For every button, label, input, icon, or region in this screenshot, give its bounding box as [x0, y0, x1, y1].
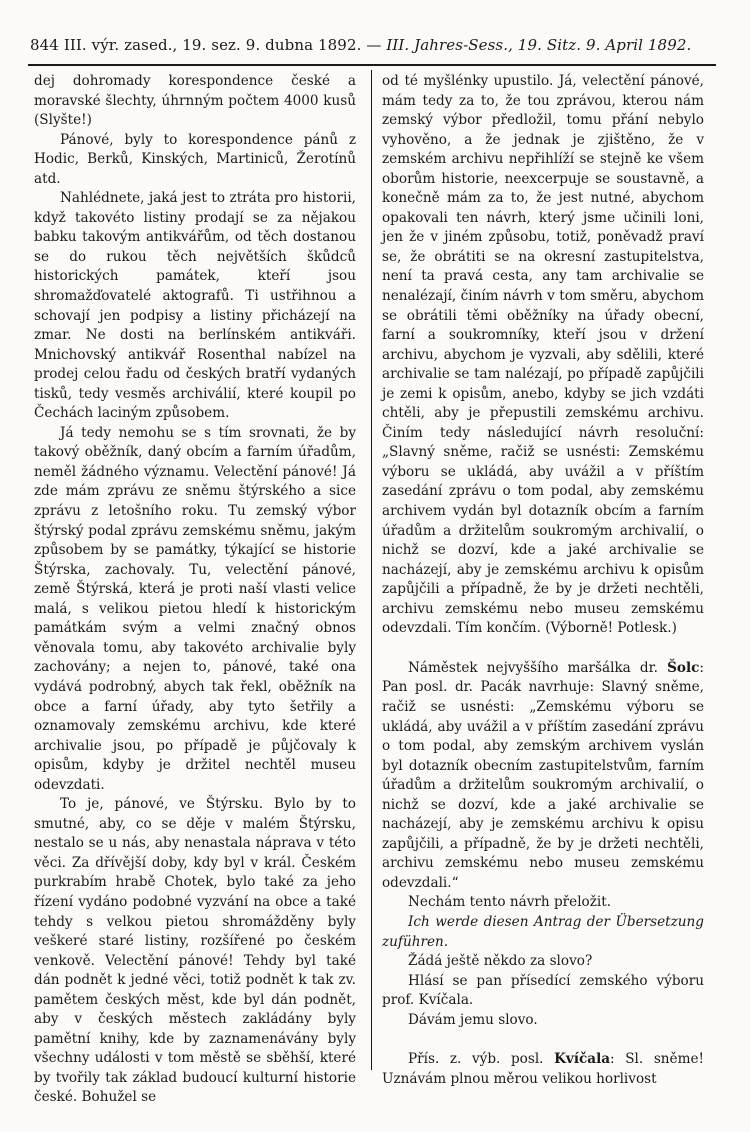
- page-header: [30, 36, 710, 54]
- paragraph-german: Ich werde diesen Antrag der Übersetzung zuführen.: [382, 913, 704, 950]
- left-column: [34, 72, 356, 1108]
- right-column: [382, 72, 704, 1089]
- spacer: [382, 639, 704, 659]
- paragraph: Dávám jemu slovo.: [408, 1011, 538, 1028]
- header-rule: [28, 64, 716, 66]
- paragraph: Já tedy nemohu se s tím srovnati, že by takový oběžník, daný obcím a farním úřadům, neměl žádného významu. Velectění pánové! Já zde mám zprávu ze sněmu štýrského a sice zprávu z letošního roku. Tu zemský výbor štýrský podal zprávu zemskému sněmu, jakým způsobem by se památky, týkající se historie Štýrska, zachovaly. Tu, velectění pánové, země Štýrská, která je proti naší vlasti velice malá, s velikou pietou hledí k historickým památkám svým a velmi značný obnos věnovala tomu, aby takovéto archivalie byly zachovány; a nejen to, pánové, také ona vydává podrobný, abych tak řekl, oběžník na obce a farní úřady, aby tyto šetřily a oznamovaly zemskému archivu, kde které archivalie jsou, po případě je půjčovaly k opisům, kdyby je držitel nechtěl museu odevzdati.: [34, 424, 356, 793]
- paragraph: od té myšlénky upustilo. Já, velectění pánové, mám tedy za to, že tou zprávou, kterou nám zemský výbor předložil, tomu přání nebylo vyhověno, a že jednak je zjištěno, že v zemském archivu nepřihlíží se stejně ke všem oborům historie, neexcerpuje se soustavně, a konečně mám za to, že jest nutné, abychom opakovali ten návrh, který jsme učinili loni, jen že v jiném způsobu, totiž, poněvadž praví se, že obrátiti se na okresní zastupitelstva, není ta pravá cesta, any tam archivalie se nenalézají, činím návrh v tom směru, abychom se obrátili těmi oběžníky na úřady obecní, farní a soukromníky, kteří jsou v držení archivu, abychom je vyzvali, aby sdělili, které archivalie se tam nalézají, po případě zapůjčili je zemi k opisům, anebo, kdyby se jich vzdáti chtěli, aby je přepustili zemskému archivu. Činím tedy následující návrh resoluční: „Slavný sněme, račiž se usnésti: Zemskému výboru se ukládá, aby uvážil a v příštím zasedání zprávu o tom podal, aby zemskému archivem vydán byl dotazník obcím a farním úřadům a držitelům soukromým archivalií, o nichž se dozví, kde a jaké archivalie se nacházejí, aby je zemskému archivu k opisům zapůjčili a případně, že by je držeti nechtěli, archivu zemskému nebo museu zemskému odevzdali. Tím končím. (Výborně! Potlesk.): [382, 73, 704, 637]
- paragraph: Náměstek nejvyššího maršálka dr. Šolc: Pan posl. dr. Pacák navrhuje: Slavný sněme, račiž se usnésti: „Zemskému výboru se ukládá, aby uvážil a v příštím zasedání zprávu o tom podal, aby zemským archivem vyslán byl dotazník obecním zastupitelstvům, farním úřadům a držitelům soukromým archivalií, o nichž se dozví, kde a jaké archivalie se nacházejí, aby je zemskému archivu k opisu zapůjčili, a případně, že by je držeti nechtěli, archivu zemskému nebo museu zemskému odevzdali.“: [382, 659, 704, 891]
- paragraph: Nechám tento návrh přeložit.: [408, 894, 612, 911]
- header-czech-title: III. výr. zased., 19. sez. 9. dubna 1892.: [63, 36, 362, 54]
- applause-note: (Výborně! Potlesk.): [545, 620, 677, 637]
- paragraph: Nahlédnete, jaká jest to ztráta pro historii, když takovéto listiny prodají se za nějakou babku takovým antikvářům, od těch dostanou se do rukou těch největších škůdců historických památek, kteří jsou shromažďovatelé aktografů. Ti ustřihnou a schovají jen podpisy a listiny přicházejí na zmar. Ne dosti na berlínském antikváři. Mnichovský antikvář Rosenthal nabízel na prodej celou řadu od českých bratří vydaných tisků, tedy vesměs archiválií, které koupil po Čechách laciným způsobem.: [34, 190, 356, 422]
- paragraph: dej dohromady korespondence české a moravské šlechty, úhrnným počtem 4000 kusů (Slyšte!): [34, 73, 356, 129]
- speaker-name: Kvíčala: [554, 1051, 611, 1068]
- spacer: [382, 1030, 704, 1050]
- paragraph: To je, pánové, ve Štýrsku. Bylo by to smutné, aby, co se děje v malém Štýrsku, nestalo se u nás, aby nenastala náprava v této věci. Za dřívější doby, kdy byl v král. Českém purkrabím hrabě Chotek, bylo také za jeho řízení vydáno podobné vyzvání na obce a také tehdy s velkou pietou shromážděny byly veškeré staré listiny, rozšířené po českém venkově. Velectění pánové! Tehdy byl také dán podnět k jedné věci, totiž podnět k tak zv. pamětem českých měst, kde byl dán podnět, aby v českých městech zakládány byly pamětní knihy, kde by zaznamenávány byly všechny události v tom městě se sběhší, které by tvořily tak základ budoucí kulturní historie české. Bohužel se: [34, 796, 356, 1106]
- paragraph: Hlásí se pan přísedící zemského výboru prof. Kvíčala.: [382, 972, 704, 1009]
- paragraph: Přís. z. výb. posl. Kvíčala: Sl. sněme! Uznávám plnou měrou velikou horlivost: [382, 1051, 704, 1087]
- header-german-title: III. Jahres-Sess., 19. Sitz. 9. April 1892.: [386, 36, 692, 54]
- header-dash: —: [366, 36, 382, 54]
- paragraph: Žádá ještě někdo za slovo?: [408, 953, 593, 970]
- page-number: 844: [30, 36, 59, 54]
- column-divider: [371, 70, 372, 1070]
- speaker-name: Šolc: [667, 659, 700, 676]
- paragraph: Pánové, byly to korespondence pánů z Hodic, Berků, Kinských, Martiniců, Žerotínů atd.: [34, 131, 356, 187]
